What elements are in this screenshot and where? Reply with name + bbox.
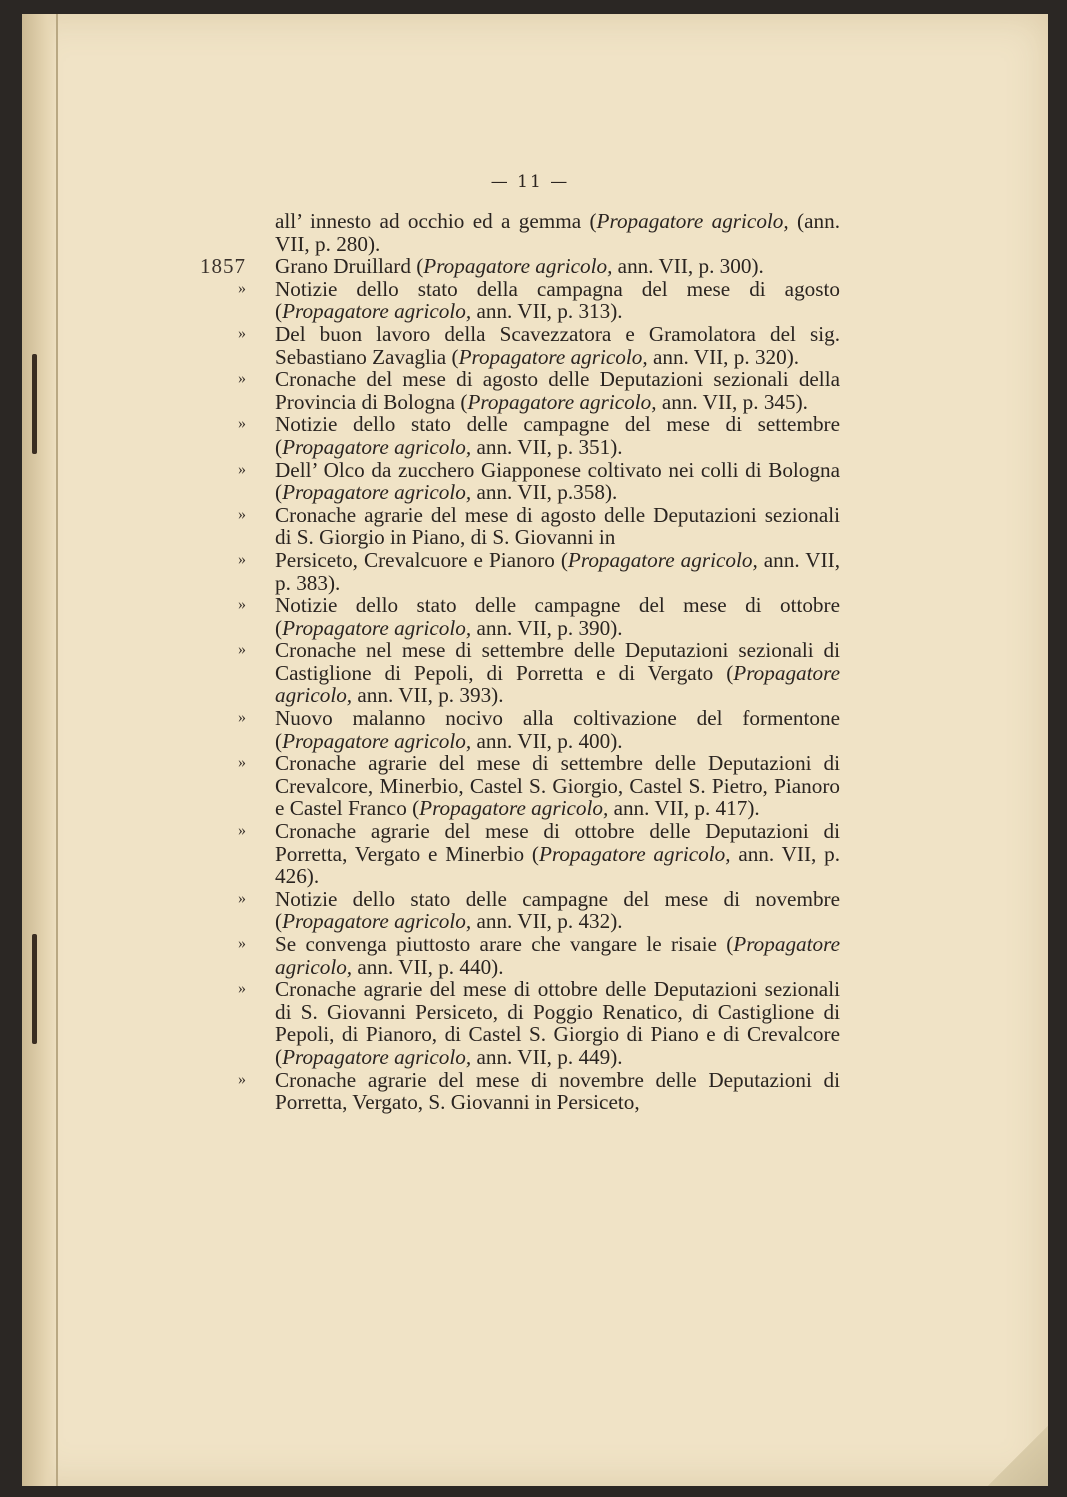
entry-text	[275, 1069, 840, 1114]
entry-year: 1857	[200, 254, 246, 279]
entry-text-segment: ann. VII, p. 393).	[352, 683, 504, 708]
entry-ditto-mark: »	[238, 935, 246, 952]
entry-text-segment: ann. VII, p. 449).	[471, 1044, 623, 1069]
entry-text-segment: ann. VII, p. 320).	[647, 344, 800, 369]
entry-text-segment: ann. VII, p.358).	[471, 480, 618, 505]
journal-title: Propagatore agricolo,	[419, 796, 609, 821]
entry-text-segment: Cronache agrarie del mese di settembre delle Deputazioni di Crevalcore, Minerbio, Castel S. Giorgio, Castel S. Pietro, Pianoro e Castel Franco (	[275, 751, 840, 821]
entry-text-segment: ann. VII, p. 400).	[471, 728, 623, 753]
entry-ditto-mark: »	[238, 415, 246, 433]
entry-text-segment: Nuovo malanno nocivo alla coltivazione del formentone (	[275, 706, 840, 753]
entry-text	[275, 368, 840, 413]
entry-text-segment: ann. VII, p. 345).	[656, 389, 808, 414]
page-number: — 11 —	[490, 172, 570, 192]
entry-text-segment: ann. VII, p. 313).	[471, 299, 623, 324]
binding-stitch-icon	[32, 934, 37, 1044]
entry-text-segment: ann. VII, p. 390).	[471, 615, 623, 640]
entry-text-segment: Notizie dello stato delle campagne del mese di settembre (	[275, 412, 840, 459]
bibliography-entry	[200, 255, 840, 278]
entry-ditto-mark: »	[238, 980, 246, 998]
entry-ditto-mark: »	[238, 550, 246, 568]
bibliography-entry	[200, 639, 840, 707]
entry-text	[275, 504, 840, 549]
journal-title: Propagatore agricolo,	[282, 909, 472, 934]
entry-ditto-mark: »	[238, 370, 246, 388]
bibliography-entry	[200, 278, 840, 323]
entry-text	[275, 707, 840, 752]
entry-text	[275, 594, 840, 639]
bibliography-entry	[200, 752, 840, 820]
entry-text-segment: ann. VII, p. 417).	[608, 796, 760, 821]
bibliography-entry	[200, 459, 840, 504]
journal-title: Propagatore agricolo,	[275, 932, 840, 979]
journal-title: Propagatore agricolo,	[282, 1044, 472, 1069]
journal-title: Propagatore agricolo,	[282, 480, 472, 505]
entry-text-segment: Persiceto, Crevalcuore e Pianoro (	[275, 547, 568, 572]
entry-text	[275, 278, 840, 323]
entry-text-segment: Cronache nel mese di settembre delle Deputazioni sezionali di Castiglione di Pepoli, di Porretta e di Vergato (	[275, 638, 840, 685]
entry-ditto-mark: »	[238, 709, 246, 727]
bibliography-entry	[200, 933, 840, 978]
bibliography-list	[200, 210, 840, 1114]
entry-text-segment: Cronache agrarie del mese di agosto delle Deputazioni sezionali di S. Giorgio in Piano, di S. Giovanni in	[275, 502, 840, 550]
entry-ditto-mark: »	[238, 641, 246, 659]
journal-title: Propagatore agricolo,	[596, 209, 789, 233]
spine-fold-line	[56, 14, 58, 1486]
entry-text	[275, 933, 840, 978]
entry-text-segment: Notizie dello stato delle campagne del mese di ottobre (	[275, 593, 840, 640]
entry-text-segment: ann. VII, p. 383).	[275, 547, 840, 595]
entry-text	[275, 549, 840, 594]
journal-title: Propagatore agricolo,	[458, 344, 648, 369]
journal-title: Propagatore agricolo,	[423, 254, 613, 279]
entry-text	[275, 210, 840, 255]
entry-text-segment: ann. VII, p. 440).	[352, 954, 504, 979]
entry-ditto-mark: »	[238, 460, 246, 478]
entry-text-segment: Cronache del mese di agosto delle Deputazioni sezionali della Provincia di Bologna (	[275, 367, 840, 414]
entry-text-segment: Notizie dello stato delle campagne del mese di novembre (	[275, 886, 840, 934]
bibliography-entry	[200, 549, 840, 594]
entry-text-segment: (ann. VII, p. 280).	[275, 209, 840, 256]
bibliography-entry	[200, 594, 840, 639]
bibliography-entry	[200, 210, 840, 255]
entry-text	[275, 978, 840, 1068]
entry-text-segment: Grano Druillard (	[275, 254, 424, 279]
bibliography-entry	[200, 707, 840, 752]
journal-title: Propagatore agricolo,	[282, 434, 472, 459]
entry-text-segment: ann. VII, p. 351).	[471, 434, 623, 459]
entry-ditto-mark: »	[238, 754, 246, 772]
entry-text-segment: Se convenga piuttosto arare che vangare le risaie (	[275, 932, 734, 956]
binding-stitch-icon	[32, 354, 37, 454]
entry-text-segment: ann. VII, p. 300).	[612, 254, 764, 279]
entry-text	[275, 323, 840, 368]
entry-text	[275, 639, 840, 707]
journal-title: Propagatore agricolo,	[538, 841, 731, 866]
entry-ditto-mark: »	[238, 822, 246, 840]
entry-ditto-mark: »	[238, 889, 246, 907]
entry-ditto-mark: »	[238, 279, 246, 297]
binding-spine	[22, 14, 58, 1486]
entry-text-segment: Del buon lavoro della Scavezzatora e Gramolatora del sig. Sebastiano Zavaglia (	[275, 321, 840, 369]
bibliography-entry	[200, 504, 840, 549]
journal-title: Propagatore agricolo,	[282, 728, 472, 753]
entry-text	[275, 820, 840, 888]
entry-text-segment: all’ innesto ad occhio ed a gemma (	[275, 209, 597, 233]
entry-ditto-mark: »	[238, 1070, 246, 1088]
bibliography-entry	[200, 323, 840, 368]
bibliography-entry	[200, 1069, 840, 1114]
entry-text-segment: ann. VII, p. 432).	[471, 909, 623, 934]
entry-text-segment: Cronache agrarie del mese di novembre delle Deputazioni di Porretta, Vergato, S. Giovanni in Persiceto,	[275, 1067, 840, 1115]
journal-title: Propagatore agricolo,	[275, 660, 840, 708]
bibliography-entry	[200, 413, 840, 458]
journal-title: Propagatore agricolo,	[467, 389, 657, 414]
journal-title: Propagatore agricolo,	[282, 299, 472, 324]
entry-text-segment: ann. VII, p. 426).	[275, 841, 840, 889]
bibliography-entry	[200, 820, 840, 888]
entry-text-segment: Dell’ Olco da zucchero Giapponese coltivato nei colli di Bologna (	[275, 457, 840, 505]
entry-text-segment: Cronache agrarie del mese di ottobre delle Deputazioni di Porretta, Vergato e Minerbio (	[275, 819, 840, 866]
entry-text	[275, 255, 840, 278]
journal-title: Propagatore agricolo,	[567, 547, 758, 572]
folded-corner	[988, 1426, 1048, 1486]
entry-text	[275, 888, 840, 933]
entry-ditto-mark: »	[238, 324, 246, 342]
bibliography-entry	[200, 888, 840, 933]
entry-text-segment: Notizie dello stato della campagna del mese di agosto (	[275, 276, 840, 324]
bibliography-entry	[200, 368, 840, 413]
journal-title: Propagatore agricolo,	[282, 615, 472, 640]
entry-ditto-mark: »	[238, 505, 246, 523]
entry-ditto-mark: »	[238, 596, 246, 614]
entry-text	[275, 752, 840, 820]
bibliography-entry	[200, 978, 840, 1068]
entry-text	[275, 413, 840, 458]
entry-text	[275, 459, 840, 504]
entry-text-segment: Cronache agrarie del mese di ottobre delle Deputazioni sezionali di S. Giovanni Persiceto, di Poggio Renatico, di Castiglione di Pepoli, di Pianoro, di Castel S. Giorgio di Piano e di Crevalcore (	[275, 977, 840, 1069]
